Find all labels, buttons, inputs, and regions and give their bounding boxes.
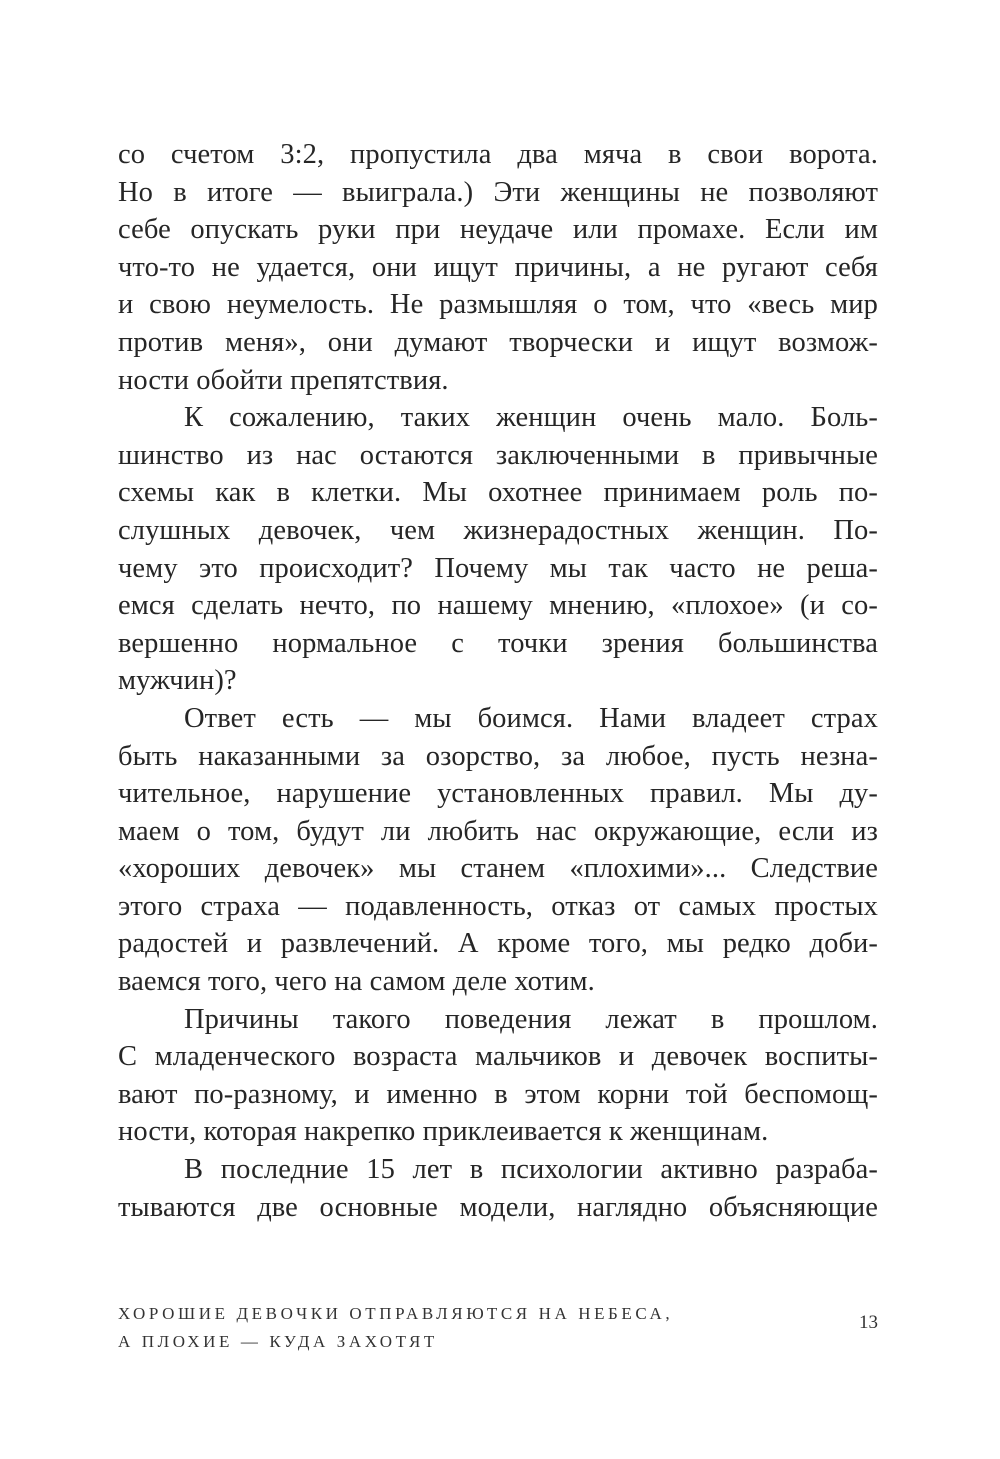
page-number: 13 bbox=[859, 1312, 878, 1333]
text-line: со счетом 3:2, пропустила два мяча в свои ворота. bbox=[118, 139, 878, 170]
text-line: С младенческого возраста мальчиков и девочек воспиты- bbox=[118, 1041, 878, 1073]
body-text bbox=[118, 136, 878, 1226]
text-line: Причины такого поведения лежат в прошлом. bbox=[184, 1003, 878, 1035]
text-line: К сожалению, таких женщин очень мало. Боль- bbox=[184, 402, 878, 434]
text-line: мужчин)? bbox=[118, 665, 237, 697]
text-line: Ответ есть — мы боимся. Нами владеет страх bbox=[184, 702, 878, 734]
text-line: В последние 15 лет в психологии активно разраба- bbox=[184, 1154, 878, 1186]
text-line: маем о том, будут ли любить нас окружающие, если из bbox=[118, 815, 878, 847]
text-line: себе опускать руки при неудаче или промахе. Если им bbox=[118, 214, 878, 246]
text-line: шинство из нас остаются заключенными в привычные bbox=[118, 439, 878, 471]
text-line: слушных девочек, чем жизнерадостных женщин. По- bbox=[118, 514, 878, 546]
text-line: ности, которая накрепко приклеивается к женщинам. bbox=[118, 1116, 769, 1148]
book-title-line-2: А ПЛОХИЕ — КУДА ЗАХОТЯТ bbox=[118, 1332, 438, 1351]
text-line: Но в итоге — выиграла.) Эти женщины не позволяют bbox=[118, 176, 878, 208]
text-line: быть наказанными за озорство, за любое, пусть незна- bbox=[118, 740, 878, 772]
text-line: вершенно нормальное с точки зрения большинства bbox=[118, 627, 878, 659]
text-line: чему это происходит? Почему мы так часто не реша- bbox=[118, 552, 878, 584]
text-line: схемы как в клетки. Мы охотнее принимаем роль по- bbox=[118, 477, 878, 509]
text-line: тываются две основные модели, наглядно объясняющие bbox=[118, 1191, 878, 1223]
text-line: емся сделать нечто, по нашему мнению, «плохое» (и со- bbox=[118, 590, 878, 622]
text-line: против меня», они думают творчески и ищут возмож- bbox=[118, 326, 878, 358]
text-line: радостей и развлечений. А кроме того, мы редко доби- bbox=[118, 928, 878, 960]
text-line: «хороших девочек» мы станем «плохими»... Следствие bbox=[118, 853, 878, 885]
text-line: этого страха — подавленность, отказ от самых простых bbox=[118, 890, 878, 922]
book-title bbox=[118, 1300, 673, 1356]
text-line: и свою неумелость. Не размышляя о том, что «весь мир bbox=[118, 289, 878, 321]
text-line: ваемся того, чего на самом деле хотим. bbox=[118, 966, 595, 998]
text-line: чительное, нарушение установленных правил. Мы ду- bbox=[118, 778, 878, 810]
text-line: ности обойти препятствия. bbox=[118, 364, 449, 396]
text-line: что-то не удается, они ищут причины, а не ругают себя bbox=[118, 251, 878, 283]
running-footer bbox=[118, 1300, 878, 1360]
text-line: вают по-разному, и именно в этом корни той беспомощ- bbox=[118, 1078, 878, 1110]
book-title-line-1: ХОРОШИЕ ДЕВОЧКИ ОТПРАВЛЯЮТСЯ НА НЕБЕСА, bbox=[118, 1304, 674, 1323]
